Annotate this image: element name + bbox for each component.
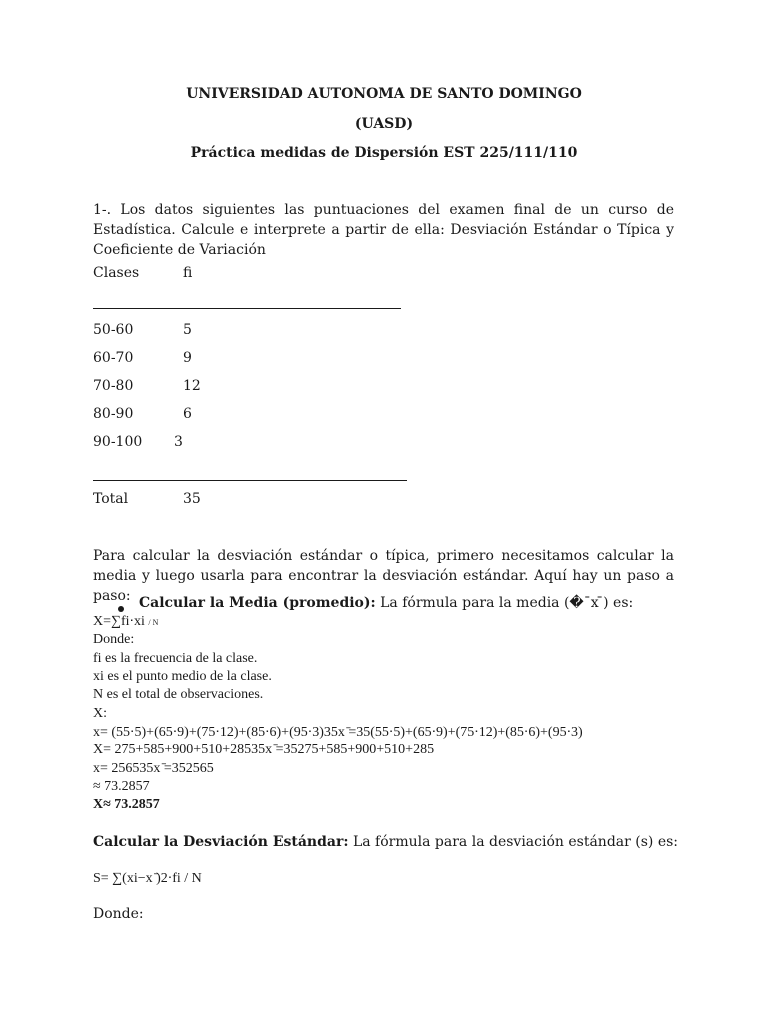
mean-step-3: x= 256535x ̄=352565	[93, 761, 214, 776]
mean-step-2: X= 275+585+900+510+28535x ̄=35275+585+900+510+285	[93, 742, 435, 757]
table-row-class: 80-90	[93, 406, 134, 422]
std-dev-heading-rest: La fórmula para la desviación estándar (s) es:	[348, 834, 679, 850]
column-header-clases: Clases	[93, 265, 140, 281]
mean-heading-rest: La fórmula para la media (�ˉx ̄) es:	[375, 595, 634, 611]
table-rule-top	[93, 308, 401, 309]
bullet-icon	[118, 606, 124, 612]
mean-heading: Calcular la Media (promedio):	[139, 595, 376, 611]
table-row-class: 60-70	[93, 350, 134, 366]
practice-title: Práctica medidas de Dispersión EST 225/111/110	[190, 145, 578, 161]
mean-step-1: x= (55⋅5)+(65⋅9)+(75⋅12)+(85⋅6)+(95⋅3)35x ̄=35(55⋅5)+(65⋅9)+(75⋅12)+(85⋅6)+(95⋅3)	[93, 725, 583, 740]
explanation-paragraph: Para calcular la desviación estándar o típica, primero necesitamos calcular la media y luego usarla para encontrar la desviación estándar. Aquí hay un paso a paso:	[93, 548, 674, 604]
university-acronym: (UASD)	[354, 116, 414, 132]
table-row-fi: 5	[183, 322, 192, 338]
std-dev-formula: S= ∑(xi−x ̄)2⋅fi / N	[93, 871, 202, 886]
std-dev-heading	[93, 834, 678, 850]
table-row-fi: 3	[174, 434, 183, 450]
mean-formula-main: X=∑fi⋅xi	[93, 614, 149, 629]
table-rule-bottom	[93, 480, 407, 481]
std-dev-heading-bold: Calcular la Desviación Estándar:	[93, 834, 349, 850]
table-row-fi: 6	[183, 406, 192, 422]
mean-result: X≈ 73.2857	[93, 797, 160, 812]
x-label: X:	[93, 706, 107, 721]
donde-label: Donde:	[93, 632, 135, 647]
definition-xi: xi es el punto medio de la clase.	[93, 669, 272, 684]
mean-formula-sub: / N	[148, 618, 159, 627]
mean-bullet-text	[139, 595, 633, 611]
mean-approx: ≈ 73.2857	[93, 779, 150, 794]
std-dev-donde: Donde:	[93, 906, 144, 922]
total-value: 35	[183, 491, 201, 507]
definition-fi: fi es la frecuencia de la clase.	[93, 651, 258, 666]
table-row-class: 90-100	[93, 434, 143, 450]
total-label: Total	[93, 491, 129, 507]
problem-statement: 1-. Los datos siguientes las puntuaciones del examen final de un curso de Estadística. Calcule e interprete a partir de ella: Desviación Estándar o Típica y Coeficiente de Variación	[93, 202, 674, 258]
table-row-class: 70-80	[93, 378, 134, 394]
column-header-fi: fi	[183, 265, 193, 281]
university-title: UNIVERSIDAD AUTONOMA DE SANTO DOMINGO	[186, 86, 582, 102]
table-row-fi: 12	[183, 378, 201, 394]
table-row-fi: 9	[183, 350, 192, 366]
table-row-class: 50-60	[93, 322, 134, 338]
definition-n: N es el total de observaciones.	[93, 687, 264, 702]
mean-formula	[93, 613, 158, 630]
